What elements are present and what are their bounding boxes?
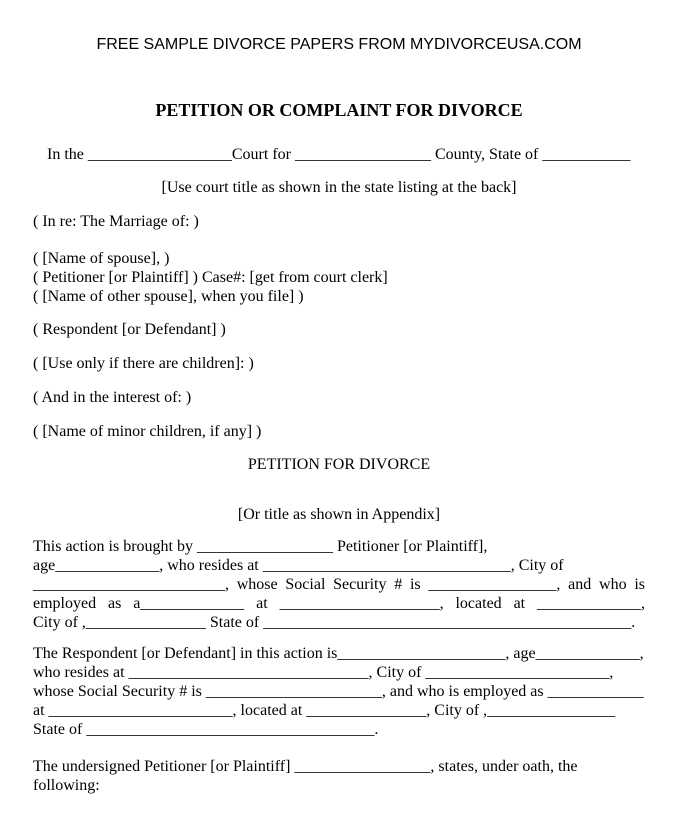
court-title-note: [Use court title as shown in the state listing at the back] bbox=[161, 179, 517, 196]
respondent-paragraph-line-5: State of ____________________________________. bbox=[33, 721, 379, 738]
oath-paragraph-line-1: The undersigned Petitioner [or Plaintiff] _________________, states, under oath, the bbox=[33, 758, 578, 775]
document-title: PETITION OR COMPLAINT FOR DIVORCE bbox=[155, 100, 523, 120]
oath-paragraph bbox=[33, 757, 645, 795]
respondent-paragraph-line-3: whose Social Security # is ______________________, and who is employed as ____________ bbox=[33, 683, 644, 700]
site-header: FREE SAMPLE DIVORCE PAPERS FROM MYDIVORCEUSA.COM bbox=[96, 36, 582, 53]
court-fill-in-line: In the __________________Court for _________________ County, State of ___________ bbox=[47, 146, 631, 163]
petition-section-title: PETITION FOR DIVORCE bbox=[247, 456, 431, 473]
interest-of-line: ( And in the interest of: ) bbox=[33, 389, 192, 406]
petitioner-paragraph-line-1: This action is brought by _________________ Petitioner [or Plaintiff], bbox=[33, 538, 488, 555]
caption-spouse-block bbox=[33, 249, 645, 306]
petitioner-paragraph-line-4: employed as a_____________ at ____________________, located at _____________, bbox=[33, 595, 645, 612]
petitioner-case-line: ( Petitioner [or Plaintiff] ) Case#: [get from court clerk] bbox=[33, 269, 388, 286]
petitioner-paragraph-line-5: City of ,_______________ State of ______________________________________________. bbox=[33, 614, 636, 631]
petitioner-paragraph bbox=[33, 537, 645, 632]
respondent-paragraph-line-4: at _______________________, located at _______________, City of ,________________ bbox=[33, 702, 616, 719]
respondent-paragraph bbox=[33, 644, 645, 739]
respondent-paragraph-line-2: who resides at ______________________________, City of _______________________, bbox=[33, 664, 614, 681]
minor-children-line: ( [Name of minor children, if any] ) bbox=[33, 423, 262, 440]
appendix-title-note: [Or title as shown in Appendix] bbox=[237, 506, 441, 523]
children-note-line: ( [Use only if there are children]: ) bbox=[33, 355, 254, 372]
spouse-name-line: ( [Name of spouse], ) bbox=[33, 250, 170, 267]
respondent-paragraph-line-1: The Respondent [or Defendant] in this action is_____________________, age_____________, bbox=[33, 645, 644, 662]
in-re-marriage-line: ( In re: The Marriage of: ) bbox=[33, 213, 199, 230]
other-spouse-line: ( [Name of other spouse], when you file] ) bbox=[33, 288, 304, 305]
petitioner-paragraph-line-3: ________________________, whose Social Security # is ________________, and who is bbox=[33, 576, 645, 593]
respondent-caption-line: ( Respondent [or Defendant] ) bbox=[33, 321, 226, 338]
oath-paragraph-line-2: following: bbox=[33, 777, 100, 794]
petitioner-paragraph-line-2: age_____________, who resides at _______________________________, City of bbox=[33, 557, 564, 574]
